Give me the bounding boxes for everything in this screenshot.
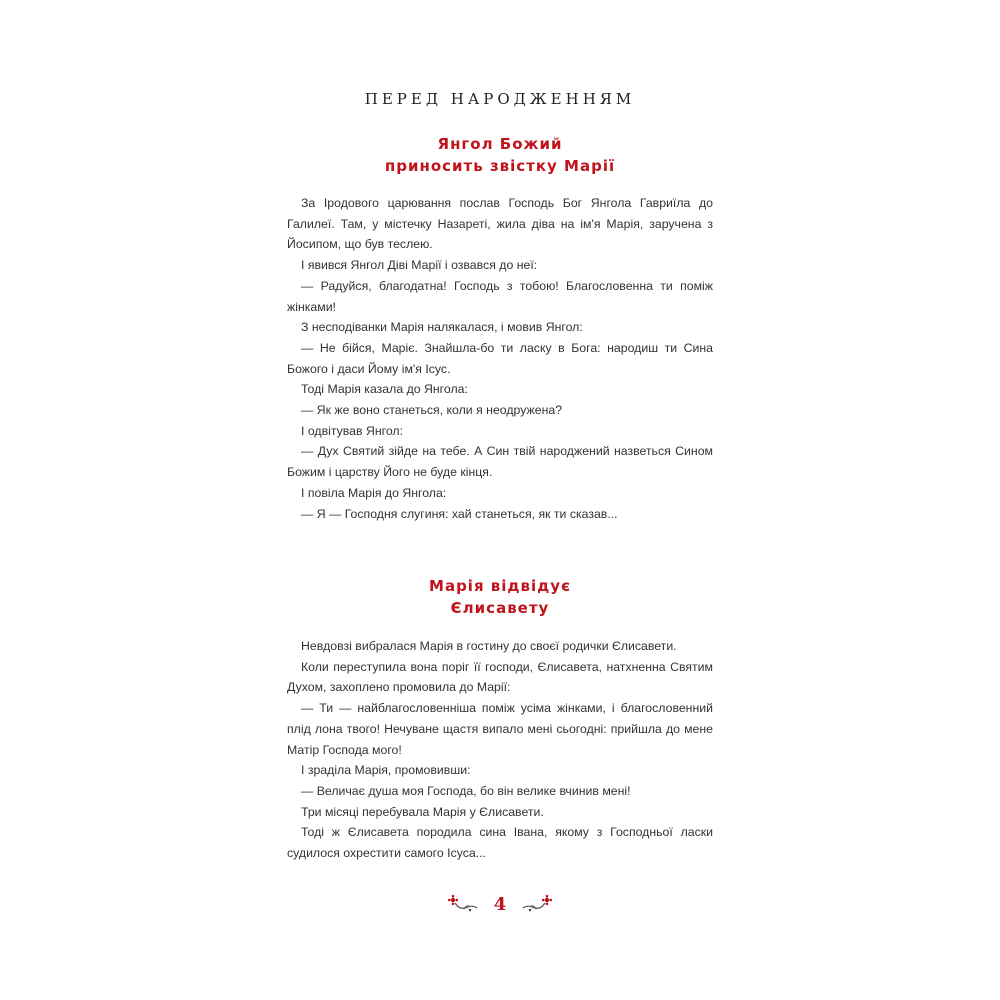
paragraph: І явився Янгол Діві Марії і озвався до неї: xyxy=(301,258,538,273)
paragraph: — Дух Святий зійде на тебе. А Син твій народжений назветься Сином Божим і царству Його не буде кінця. xyxy=(287,444,713,480)
paragraph: — Радуйся, благодатна! Господь з тобою! Благословенна ти поміж жінками! xyxy=(287,278,713,314)
section-title-line: приносить звістку Марії xyxy=(384,157,616,175)
paragraph: Коли переступила вона поріг її господи, Єлисавета, натхненна Святим Духом, захоплено промовила до Марії: xyxy=(287,659,713,695)
paragraph: Три місяці перебувала Марія у Єлисавети. xyxy=(301,804,544,819)
paragraph: — Ти — найблагословенніша поміж усіма жінками, і благословенний плід лона твого! Нечуване щастя випало мені сьогодні: прийшла до мене Матір Господа мого! xyxy=(287,701,713,757)
paragraph: За Іродового царювання послав Господь Бог Янгола Гавриїла до Галилеї. Там, у містечку Назареті, жила діва на ім'я Марія, заручена з Йосипом, що був теслею. xyxy=(287,196,713,252)
paragraph: Невдовзі вибралася Марія в гостину до своєї родички Єлисавети. xyxy=(301,639,677,653)
section-body-visitation xyxy=(287,636,713,864)
paragraph: Тоді ж Єлисавета породила сина Івана, якому з Господньої ласки судилося охрестити самого Ісуса... xyxy=(287,825,713,861)
paragraph: І зраділа Марія, промовивши: xyxy=(301,763,471,778)
paragraph: З несподіванки Марія налякалася, і мовив Янгол: xyxy=(301,320,583,335)
paragraph: — Я — Господня слугиня: хай станеться, як ти сказав... xyxy=(301,506,618,521)
flower-ornament-icon xyxy=(520,893,554,915)
section-title-line: Янгол Божий xyxy=(437,135,563,153)
flower-ornament-icon xyxy=(446,893,480,915)
section-title-line: Єлисавету xyxy=(450,599,550,617)
page-number: 4 xyxy=(493,893,507,915)
section-title-line: Марія відвідує xyxy=(429,577,571,595)
paragraph: — Як же воно станеться, коли я неодружена? xyxy=(301,403,563,418)
paragraph: — Не бійся, Маріє. Знайшла-бо ти ласку в Бога: народиш ти Сина Божого і даси Йому ім'я Ісус. xyxy=(287,340,713,376)
section-title-visitation xyxy=(0,575,1000,619)
section-title-annunciation xyxy=(0,133,1000,177)
section-body-annunciation xyxy=(287,193,713,524)
paragraph: І одвітував Янгол: xyxy=(301,423,403,438)
paragraph: Тоді Марія казала до Янгола: xyxy=(301,382,468,397)
running-head: ПЕРЕД НАРОДЖЕННЯМ xyxy=(364,90,636,108)
paragraph: І повіла Марія до Янгола: xyxy=(301,485,447,500)
page-footer xyxy=(0,893,1000,915)
paragraph: — Величає душа моя Господа, бо він велике вчинив мені! xyxy=(301,783,631,798)
